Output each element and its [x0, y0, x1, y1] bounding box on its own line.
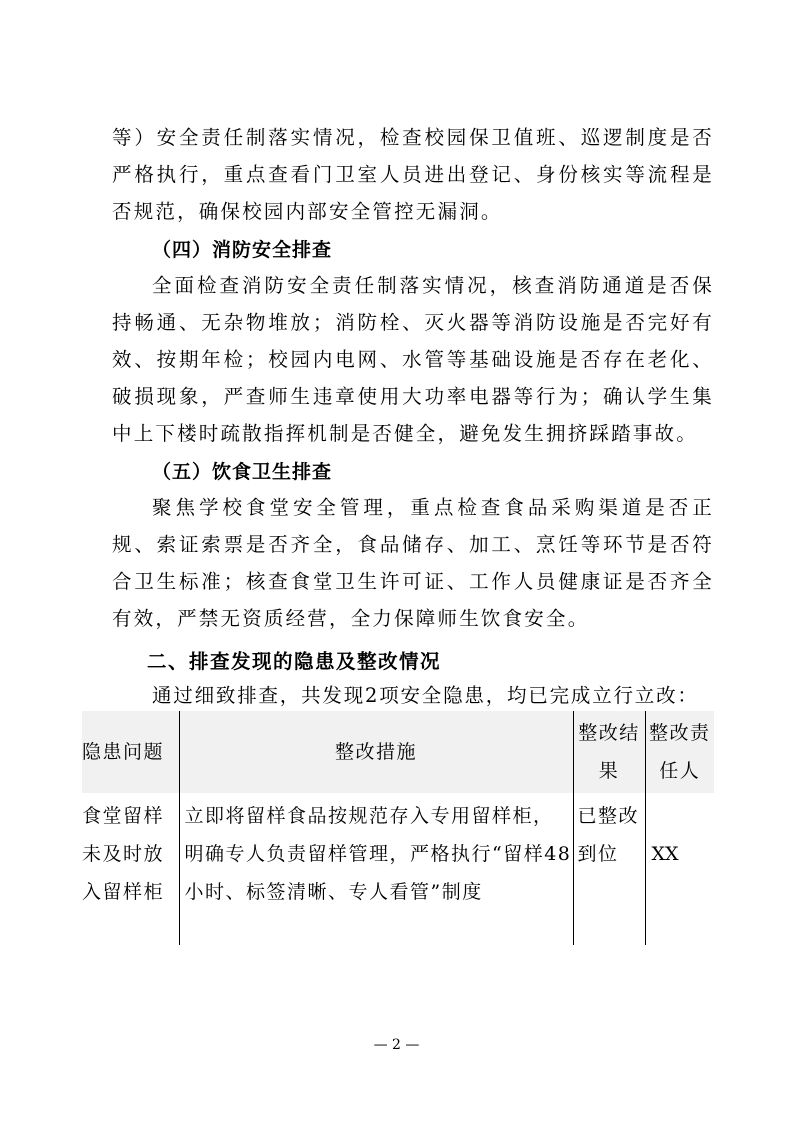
cell-issue: 食堂留样未及时放入留样柜 [82, 805, 165, 903]
paragraph-intro-table: 通过细致排查，共发现2项安全隐患，均已完成立行立改： [152, 684, 699, 707]
paragraph-fire-safety: 全面检查消防安全责任制落实情况，核查消防通道是否保持畅通、无杂物堆放；消防栓、灭火器等消防设施是否完好有效、按期年检；校园内电网、水管等基础设施是否存在老化、破损现象，严查师生违章使用大功率电器等行为；确认学生集中上下楼时疏散指挥机制是否健全，避免发生拥挤踩踏事故。 [112, 274, 714, 445]
heading-section-two: 二、排查发现的隐患及整改情况 [147, 650, 442, 673]
table-row [82, 793, 714, 945]
heading-food-hygiene: （五）饮食卫生排查 [152, 461, 333, 483]
paragraph-food-hygiene: 聚焦学校食堂安全管理，重点检查食品采购渠道是否正规、索证索票是否齐全，食品储存、加工、烹饪等环节是否符合卫生标准；核查食堂卫生许可证、工作人员健康证是否齐全有效，严禁无资质经营，全力保障师生饮食安全。 [112, 496, 714, 630]
hazard-table [82, 711, 714, 945]
table-header-row [82, 711, 714, 793]
header-issue: 隐患问题 [82, 741, 165, 763]
header-result: 整改结果 [573, 711, 645, 793]
cell-measure: 立即将留样食品按规范存入专用留样柜，明确专人负责留样管理，严格执行“留样48小时、标签清晰、专人看管”制度 [179, 793, 573, 945]
cell-owner: XX [645, 793, 714, 945]
heading-fire-safety: （四）消防安全排查 [152, 239, 333, 261]
paragraph-security-responsibility: 等）安全责任制落实情况，检查校园保卫值班、巡逻制度是否严格执行，重点查看门卫室人员进出登记、身份核实等流程是否规范，确保校园内部安全管控无漏洞。 [112, 126, 714, 223]
header-measure: 整改措施 [179, 711, 573, 793]
header-owner: 整改责任人 [645, 711, 714, 793]
cell-result: 已整改到位 [573, 793, 645, 945]
page-number: — 2 — [373, 1037, 420, 1053]
